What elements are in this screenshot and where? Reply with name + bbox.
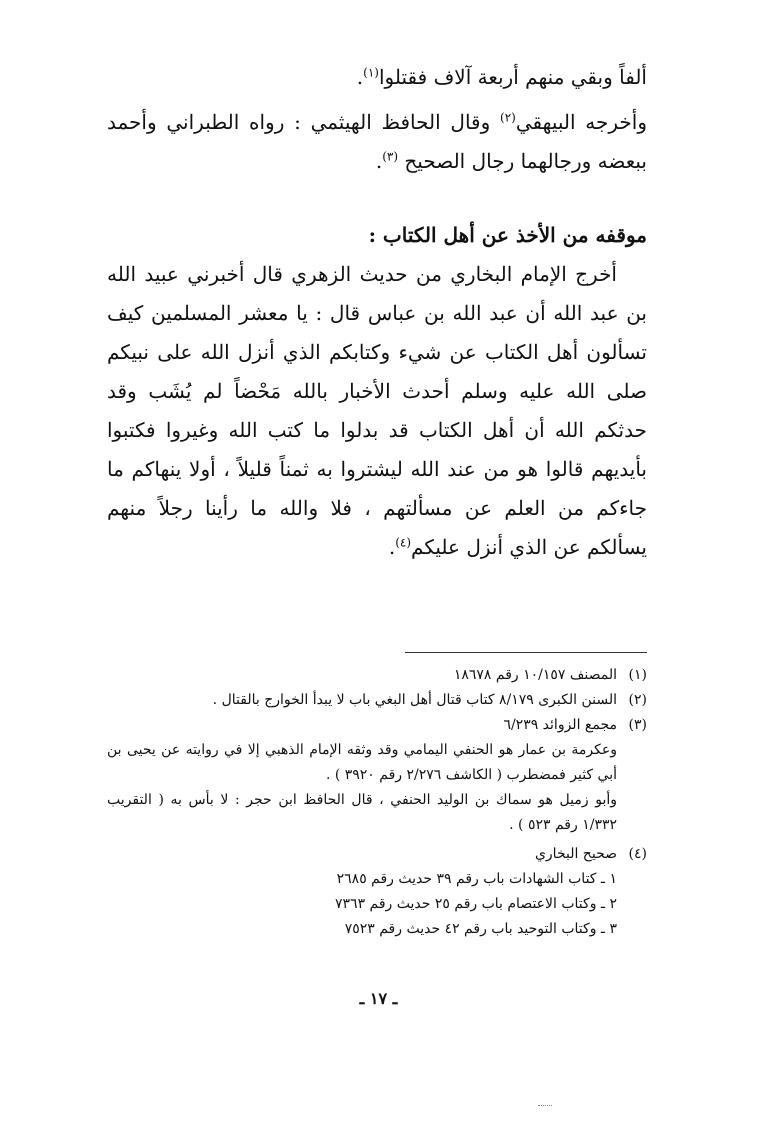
page-number: ـ ١٧ ـ: [359, 989, 398, 1008]
footnote-1: [107, 663, 647, 688]
footnote-line: ٣ ـ وكتاب التوحيد باب رقم ٤٢ حديث رقم ٧٥٢٣: [344, 921, 617, 937]
footnote-line: المصنف ١٠/١٥٧ رقم ١٨٦٧٨: [453, 667, 617, 683]
paragraph-1: [107, 58, 647, 97]
footnote-line: وأبو زميل هو سماك بن الوليد الحنفي ، قال الحافظ ابن حجر : لا بأس به ( التقريب ١/٣٣٢ رقم ٥٢٣ ) .: [107, 792, 617, 833]
footnote-body: [107, 663, 617, 688]
section-heading: موقفه من الأخذ عن أهل الكتاب :: [368, 223, 647, 247]
footnote-ref-4: (٤): [395, 535, 412, 550]
footnote-body: [107, 688, 617, 713]
footnote-line: ١ ـ كتاب الشهادات باب رقم ٣٩ حديث رقم ٢٦٨٥: [336, 871, 617, 887]
paragraph-3-end: .: [388, 535, 396, 559]
footnote-number: (٤): [628, 846, 647, 862]
paragraph-3-text: أخرج الإمام البخاري من حديث الزهري قال أخبرني عبيد الله بن عبد الله أن عبد الله بن عباس قال : يا معشر المسلمين كيف تسألون أهل الكتاب عن شيء وكتابكم الذي أنزل الله على نبيكم صلى الله عليه وسلم أحدث الأخبار بالله مَحْضاً لم يُشَب وقد حدثكم الله أن أهل الكتاب قد بدلوا ما كتب الله وغيروا فكتبوا بأيديهم قالوا هو من عند الله ليشتروا به ثمناً قليلاً ، أولا ينهاكم ما جاءكم من العلم عن مسألتهم ، فلا والله ما رأينا رجلاً منهم يسألكم عن الذي أنزل عليكم: [107, 262, 647, 559]
footnote-line: صحيح البخاري: [534, 846, 617, 862]
footnote-4: [107, 842, 647, 942]
footnote-number: (٢): [628, 692, 647, 708]
paragraph-1-end: .: [356, 65, 364, 89]
footnote-body: [107, 713, 617, 838]
paragraph-3: [107, 255, 647, 567]
paragraph-2-text-b: وقال الحافظ الهيثمي : رواه الطبراني وأحمد ببعضه ورجالهما رجال الصحيح: [107, 110, 647, 173]
scan-mark: [538, 1105, 552, 1106]
footnotes: [107, 663, 647, 942]
footnote-line: السنن الكبرى ٨/١٧٩ كتاب قتال أهل البغي باب لا يبدأ الخوارج بالقتال .: [212, 692, 617, 708]
footnote-line: مجمع الزوائد ٦/٢٣٩: [503, 717, 617, 733]
footnote-separator: [405, 652, 647, 653]
paragraph-2-end: .: [375, 149, 383, 173]
footnote-number: (١): [628, 667, 647, 683]
footnote-line: ٢ ـ وكتاب الاعتصام باب رقم ٢٥ حديث رقم ٧٣٦٣: [335, 896, 617, 912]
footnote-2: [107, 688, 647, 713]
footnote-number: (٣): [628, 717, 647, 733]
paragraph-2: [107, 103, 647, 181]
paragraph-2-text-a: وأخرجه البيهقي: [515, 110, 647, 134]
footnote-line: وعكرمة بن عمار هو الحنفي اليمامي وقد وثقه الإمام الذهبي إلا في روايته عن يحيى بن أبي كثير فمضطرب ( الكاشف ٢/٢٧٦ رقم ٣٩٢٠ ) .: [107, 742, 617, 783]
footnote-body: [107, 842, 617, 942]
footnote-ref-3: (٣): [382, 149, 399, 164]
footnote-ref-2: (٢): [500, 110, 516, 125]
footnote-ref-1: (١): [363, 65, 379, 80]
main-text: [107, 58, 647, 567]
paragraph-1-text: ألفاً وبقي منهم أربعة آلاف فقتلوا: [378, 65, 647, 89]
footnote-3: [107, 713, 647, 838]
